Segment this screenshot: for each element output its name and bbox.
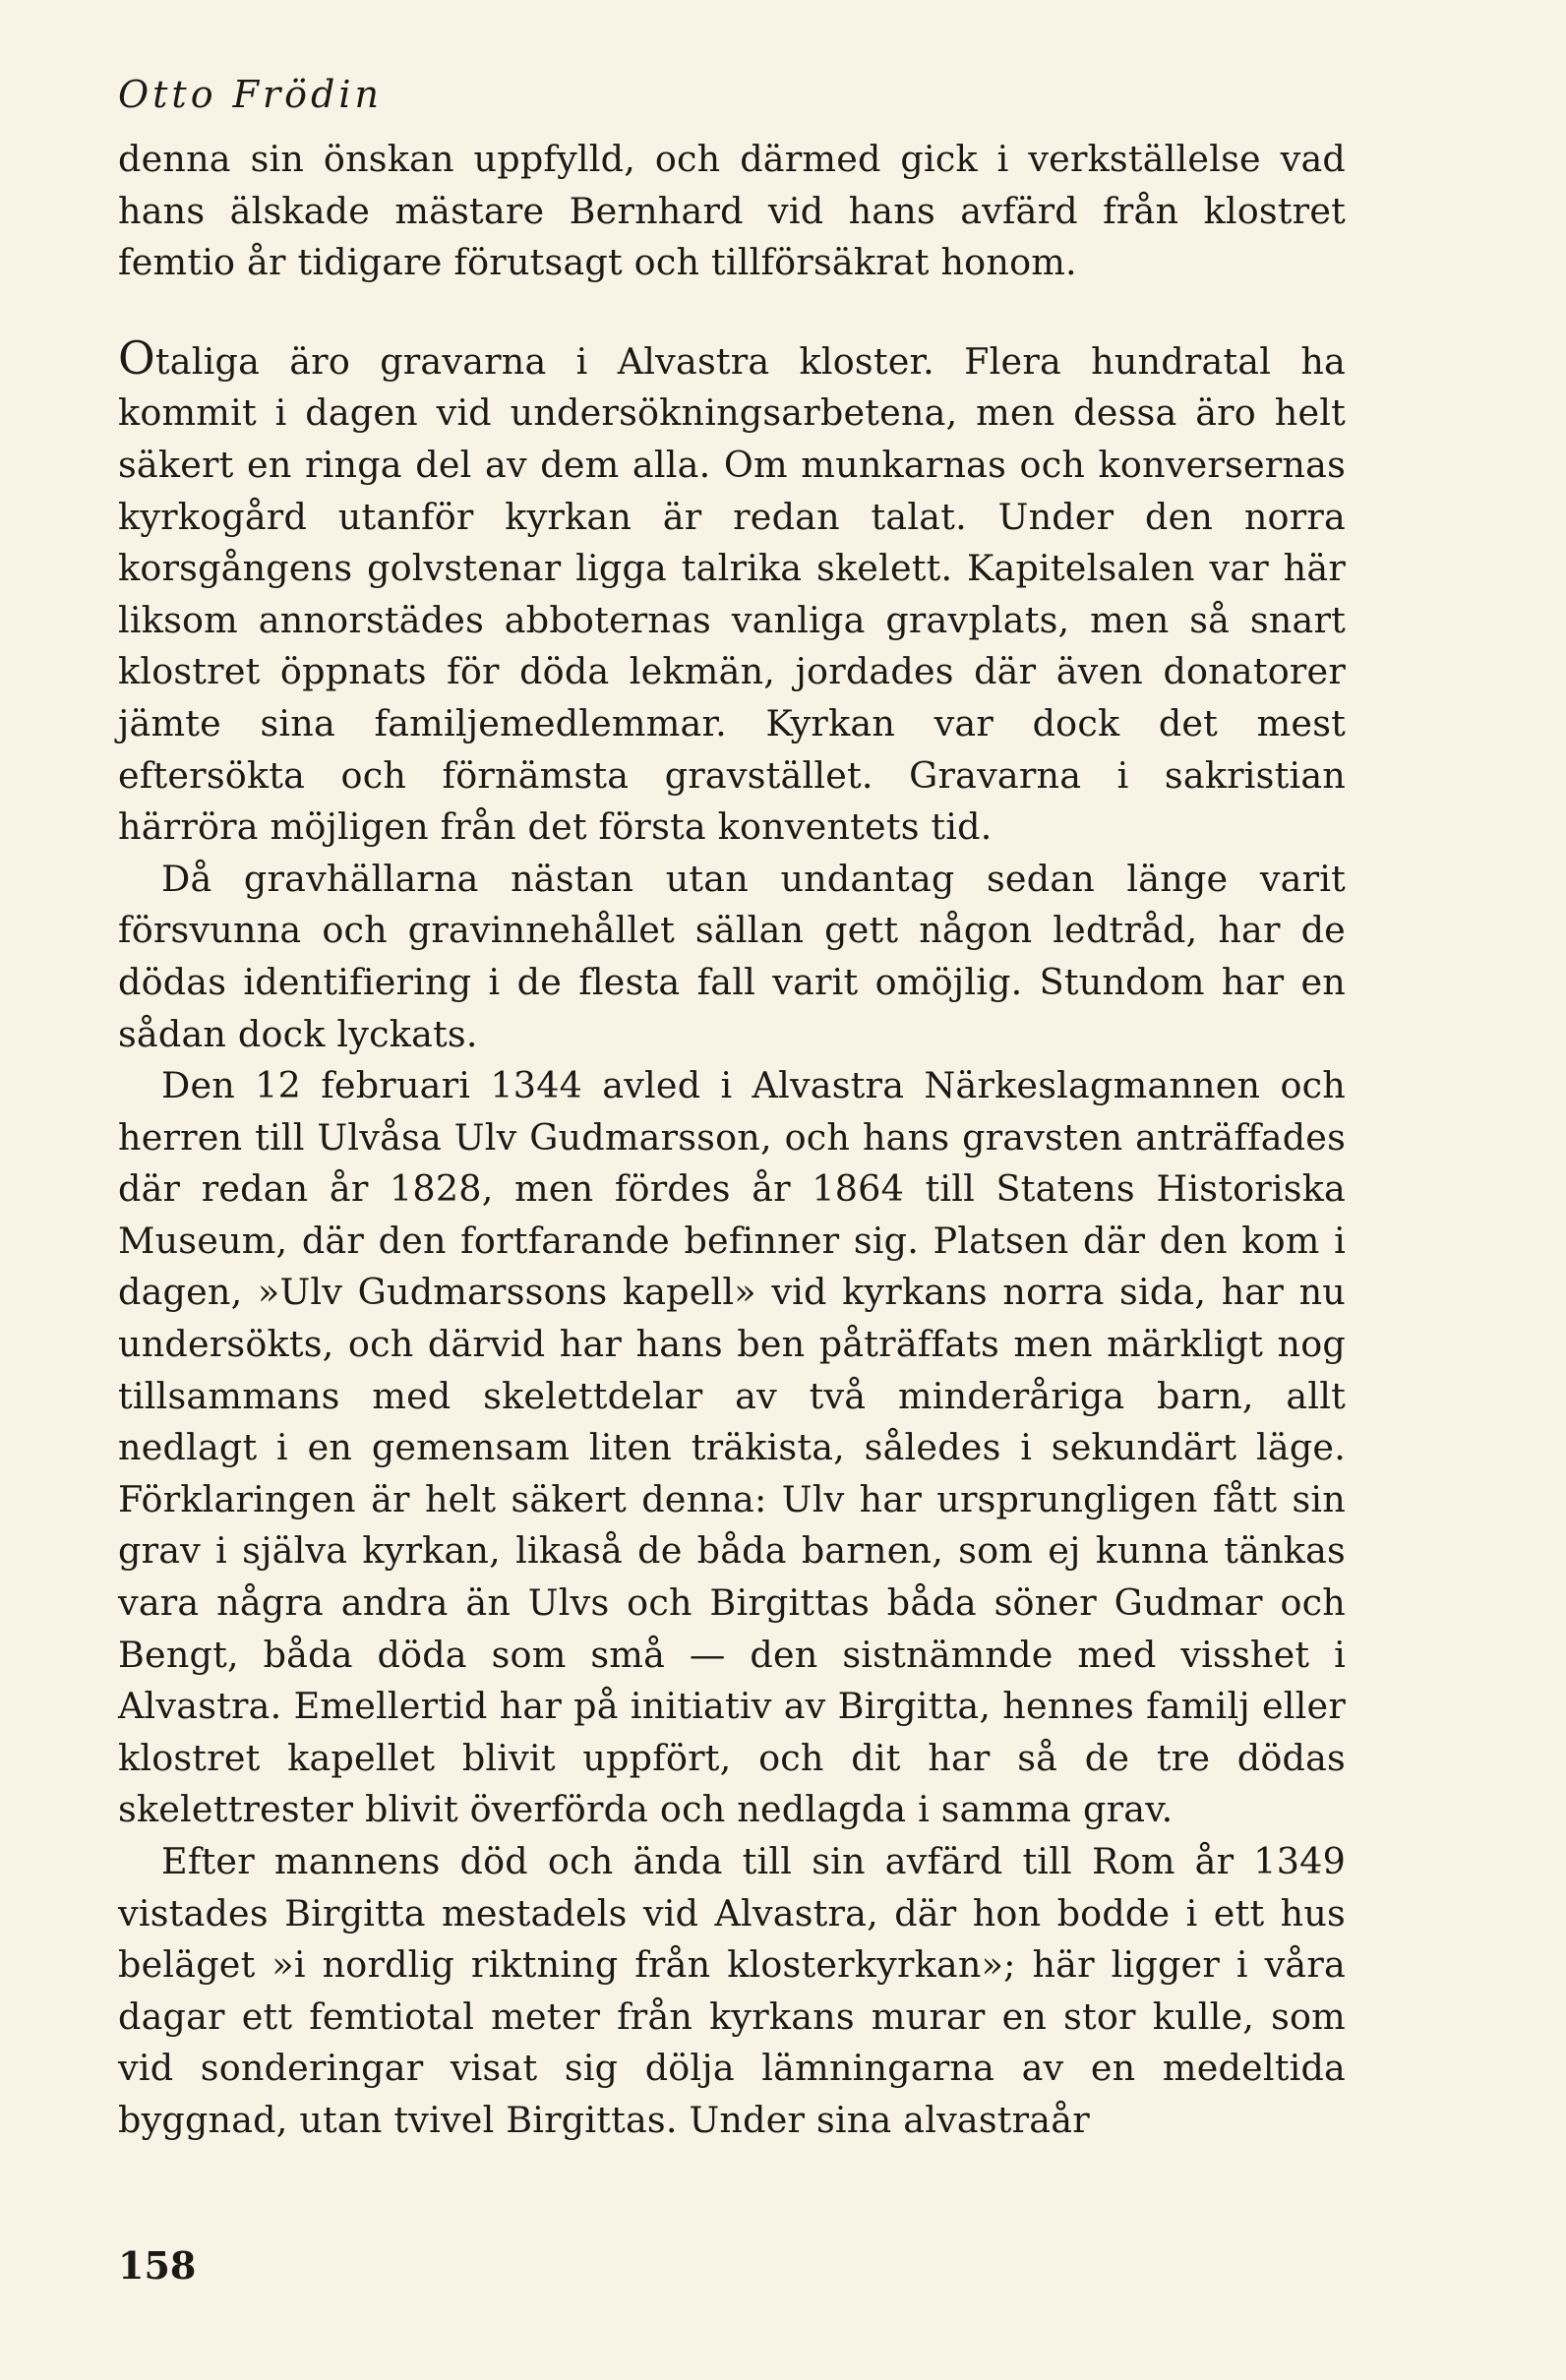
- paragraph-identification: Då gravhällarna nästan utan undantag sedan länge varit försvunna och gravinnehållet sällan gett någon ledtråd, har de dödas identifiering i de flesta fall varit omöjlig. Stundom har en sådan dock lyckats.: [118, 857, 1346, 1055]
- paragraph-birgitta: Efter mannens död och ända till sin avfärd till Rom år 1349 vistades Birgitta mestadels vid Alvastra, där hon bodde i ett hus beläget »i nordlig riktning från klosterkyrkan»; här ligger i våra dagar ett femtiotal meter från kyrkans murar en stor kulle, som vid sonderingar visat sig dölja lämningarna av en medeltida byggnad, utan tvivel Birgittas. Under sina alvastraår: [118, 1840, 1346, 2141]
- running-head-author: Otto Frödin: [118, 73, 384, 116]
- paragraph-ulv-gudmarsson: Den 12 februari 1344 avled i Alvastra Närkeslagmannen och herren till Ulvåsa Ulv Gudmarsson, och hans gravsten anträffades där redan år 1828, men fördes år 1864 till Statens Historiska Museum, där den fortfarande befinner sig. Platsen där den kom i dagen, »Ulv Gudmarssons kapell» vid kyrkans norra sida, har nu undersökts, och därvid har hans ben påträffats men märkligt nog tillsammans med skelettdelar av två minderåriga barn, allt nedlagt i en gemensam liten träkista, således i sekundärt läge. Förklaringen är helt säkert denna: Ulv har ursprungligen fått sin grav i själva kyrkan, likaså de båda barnen, som ej kunna tänkas vara några andra än Ulvs och Birgittas båda söner Gudmar och Bengt, båda döda som små — den sistnämnde med visshet i Alvastra. Emellertid har på initiativ av Birgitta, hennes familj eller klostret kapellet blivit uppfört, och dit har så de tre dödas skelettrester blivit överförda och nedlagda i samma grav.: [118, 1064, 1346, 1831]
- paragraph-graves: Otaliga äro gravarna i Alvastra kloster. Flera hundratal ha kommit i dagen vid undersökningsarbetena, men dessa äro helt säkert en ringa del av dem alla. Om munkarnas och konversernas kyrkogård utanför kyrkan är redan talat. Under den norra korsgångens golvstenar ligga talrika skelett. Kapitelsalen var här liksom annorstädes abboternas vanliga gravplats, men så snart klostret öppnats för döda lekmän, jordades där även donatorer jämte sina familjemedlemmar. Kyrkan var dock det mest eftersökta och förnämsta gravstället. Gravarna i sakristian härröra möjligen från det första konventets tid.: [118, 330, 1346, 849]
- section-break: [118, 289, 1346, 332]
- body-text: [118, 134, 1346, 2147]
- page-number: 158: [118, 2243, 197, 2288]
- paragraph-continuation: denna sin önskan uppfylld, och därmed gick i verkställelse vad hans älskade mästare Bernhard vid hans avfärd från klostret femtio år tidigare förutsagt och tillförsäkrat honom.: [118, 138, 1346, 284]
